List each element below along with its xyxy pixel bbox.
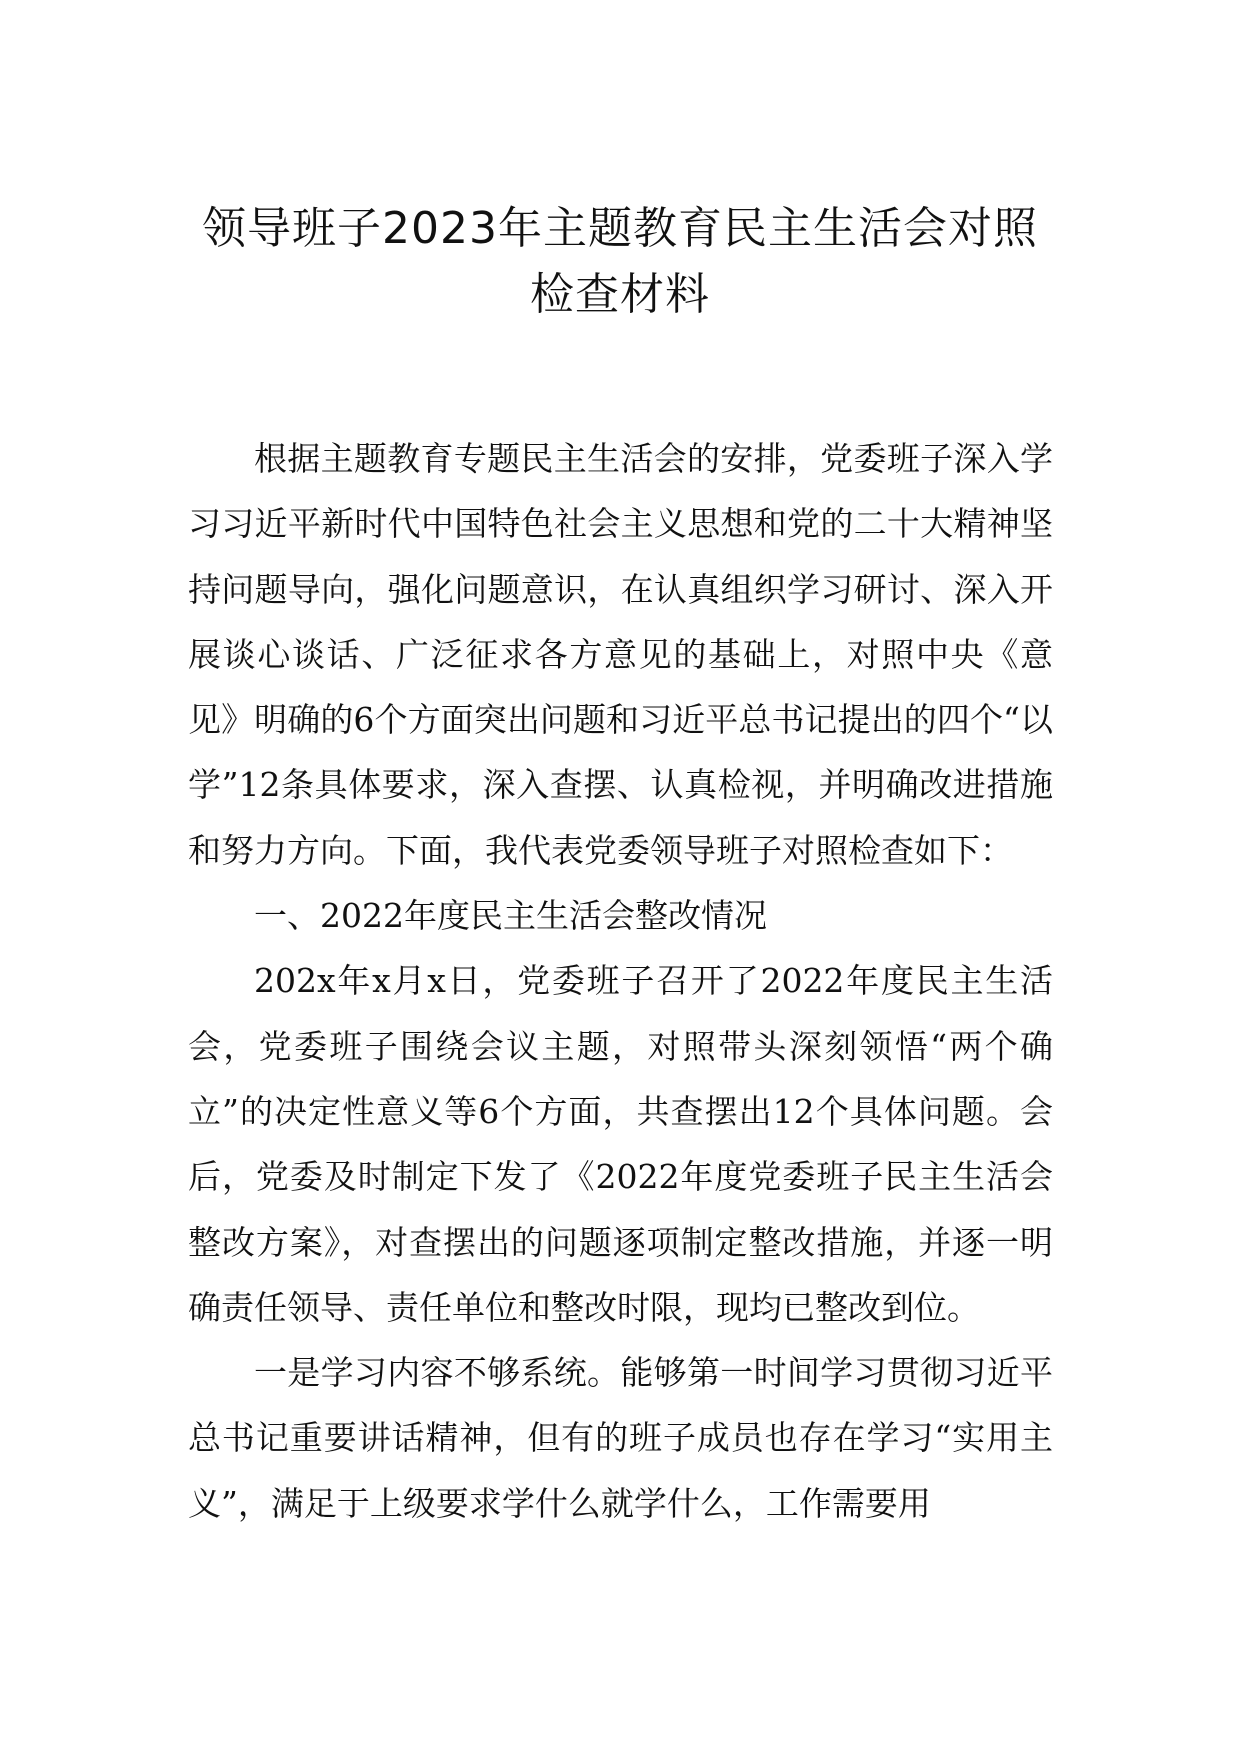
document-title <box>180 196 1060 328</box>
title-line-1: 领导班子2023年主题教育民主生活会对照 <box>202 203 1038 254</box>
intro-paragraph: 根据主题教育专题民主生活会的安排，党委班子深入学习习近平新时代中国特色社会主义思想和党的二十大精神坚持问题导向，强化问题意识，在认真组织学习研讨、深入开展谈心谈话、广泛征求各方意见的基础上，对照中央《意见》明确的6个方面突出问题和习近平总书记提出的四个“以学”12条具体要求，深入查摆、认真检视，并明确改进措施和努力方向。下面，我代表党委领导班子对照检查如下： <box>188 439 1053 870</box>
rectification-paragraph: 202x年x月x日，党委班子召开了2022年度民主生活会，党委班子围绕会议主题，对照带头深刻领悟“两个确立”的决定性意义等6个方面，共查摆出12个具体问题。会后，党委及时制定下发了《2022年度党委班子民主生活会整改方案》，对查摆出的问题逐项制定整改措施，并逐一明确责任领导、责任单位和整改时限，现均已整改到位。 <box>188 961 1053 1327</box>
title-line-2: 检查材料 <box>530 269 710 320</box>
problem-1-paragraph: 一是学习内容不够系统。能够第一时间学习贯彻习近平总书记重要讲话精神，但有的班子成员也存在学习“实用主义”，满足于上级要求学什么就学什么，工作需要用 <box>188 1353 1053 1523</box>
document-body <box>188 426 1053 1536</box>
section-heading-1: 一、2022年度民主生活会整改情况 <box>254 896 767 936</box>
